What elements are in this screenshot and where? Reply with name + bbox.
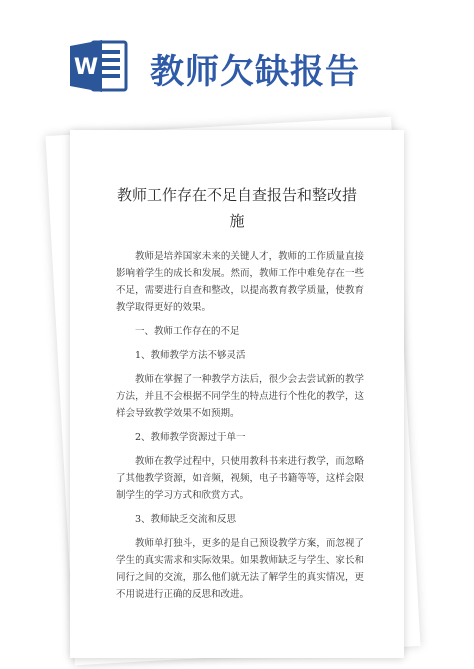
body-paragraph: 教师在教学过程中，只使用教科书来进行教学，而忽略了其他教学资源，如音频，视频，电子书籍等等，这样会限制学生的学习方式和欣赏方式。: [116, 456, 364, 501]
banner-title: 教师欠缺报告: [150, 52, 360, 92]
section-heading: 3、教师缺乏交流和反思: [135, 514, 237, 525]
body-paragraph: 教师单打独斗，更多的是自己预设教学方案，而忽视了学生的真实需求和实际效果。如果教师缺乏与学生、家长和同行之间的交流，那么他们就无法了解学生的真实情况，更不用说进行正确的反思和改进。: [116, 538, 364, 600]
section-heading: 1、教师教学方法不够灵活: [135, 350, 246, 361]
word-document-icon: [70, 38, 128, 94]
body-paragraph: 教师在掌握了一种教学方法后，很少会去尝试新的教学方法，并且不会根据不同学生的特点进行个性化的教学，这样会导致教学效果不如预期。: [116, 374, 364, 419]
document-page: [70, 130, 404, 658]
svg-text:W: W: [73, 55, 99, 80]
document-body: [116, 248, 364, 603]
document-title: 教师工作存在不足自查报告和整改措施: [116, 186, 357, 230]
document-preview: [0, 112, 474, 669]
banner: [0, 0, 474, 110]
body-paragraph: 教师是培养国家未来的关键人才，教师的工作质量直接影响着学生的成长和发展。然而，教师工作中难免存在一些不足，需要进行自查和整改，以提高教育教学质量，使教育教学取得更好的效果。: [116, 251, 364, 313]
section-heading: 一、教师工作存在的不足: [135, 326, 240, 337]
section-heading: 2、教师教学资源过于单一: [135, 432, 246, 443]
